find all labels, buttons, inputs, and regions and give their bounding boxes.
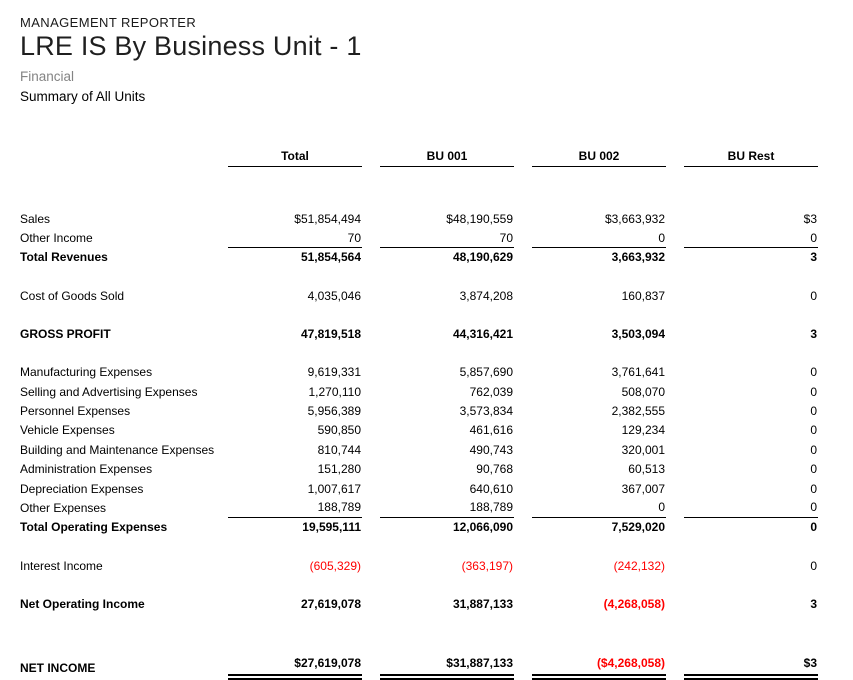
row-label: Interest Income bbox=[20, 559, 103, 574]
app-name: MANAGEMENT REPORTER bbox=[20, 15, 197, 30]
cell-total: 151,280 bbox=[317, 462, 361, 477]
cell-total: 70 bbox=[228, 228, 362, 247]
cell-burest: 0 bbox=[684, 498, 818, 517]
row-spacer bbox=[0, 537, 853, 556]
cell-total: 9,619,331 bbox=[307, 365, 361, 380]
cell-burest: 0 bbox=[810, 365, 817, 380]
report-row-manufacturing bbox=[0, 363, 853, 382]
report-row-selling-advertising bbox=[0, 382, 853, 401]
row-label: Vehicle Expenses bbox=[20, 423, 115, 438]
cell-burest: 0 bbox=[810, 520, 817, 535]
column-header-row bbox=[0, 146, 853, 167]
column-header-burest: BU Rest bbox=[684, 146, 818, 167]
cell-burest: 3 bbox=[810, 327, 817, 342]
report-type: Financial bbox=[20, 69, 75, 84]
row-label: Selling and Advertising Expenses bbox=[20, 384, 198, 399]
report-row-depreciation bbox=[0, 479, 853, 498]
cell-total: 590,850 bbox=[317, 423, 361, 438]
cell-burest: 0 bbox=[810, 462, 817, 477]
row-label: Cost of Goods Sold bbox=[20, 289, 125, 304]
cell-bu001: 44,316,421 bbox=[452, 327, 513, 342]
cell-bu001: 461,616 bbox=[469, 423, 513, 438]
cell-bu001: (363,197) bbox=[461, 559, 513, 574]
cell-bu001: 3,874,208 bbox=[459, 289, 513, 304]
cell-total: 19,595,111 bbox=[302, 520, 361, 535]
report-row-gross-profit bbox=[0, 325, 853, 344]
cell-burest: 0 bbox=[810, 384, 817, 399]
cell-bu002: 3,761,641 bbox=[611, 365, 665, 380]
cell-total: 1,007,617 bbox=[307, 481, 361, 496]
report-row-total-revenues bbox=[0, 248, 853, 267]
cell-bu001: 31,887,133 bbox=[452, 597, 513, 612]
row-spacer bbox=[0, 614, 853, 656]
report-row-other-expenses bbox=[0, 498, 853, 517]
report-row-building-maintenance bbox=[0, 440, 853, 459]
row-label: Other Expenses bbox=[20, 500, 107, 515]
row-label: Manufacturing Expenses bbox=[20, 365, 153, 380]
row-label: NET INCOME bbox=[20, 660, 96, 675]
cell-total: 1,270,110 bbox=[308, 384, 361, 399]
row-spacer bbox=[0, 306, 853, 325]
cell-bu002: 160,837 bbox=[621, 289, 665, 304]
cell-bu002: 3,663,932 bbox=[611, 250, 665, 265]
page-title: LRE IS By Business Unit - 1 bbox=[20, 31, 362, 61]
cell-bu001: $31,887,133 bbox=[380, 656, 514, 680]
column-header-bu001: BU 001 bbox=[380, 146, 514, 167]
row-spacer bbox=[0, 344, 853, 363]
cell-bu001: 3,573,834 bbox=[459, 404, 513, 418]
column-header-bu002: BU 002 bbox=[532, 146, 666, 167]
cell-bu002: (242,132) bbox=[613, 559, 665, 574]
cell-total: 51,854,564 bbox=[300, 250, 361, 265]
cell-total: $51,854,494 bbox=[294, 211, 361, 226]
row-spacer bbox=[0, 167, 853, 209]
row-label: Total Revenues bbox=[20, 250, 108, 265]
cell-burest: 0 bbox=[810, 423, 817, 438]
row-label: Other Income bbox=[20, 231, 93, 246]
report-subtitle: Summary of All Units bbox=[20, 89, 146, 104]
cell-bu002: 3,503,094 bbox=[611, 327, 665, 342]
report-row-net-operating-income bbox=[0, 594, 853, 613]
cell-bu002: 7,529,020 bbox=[611, 520, 665, 535]
report-row-interest-income bbox=[0, 556, 853, 575]
cell-burest: 0 bbox=[684, 228, 818, 247]
cell-bu001: 5,857,690 bbox=[459, 365, 513, 380]
report-row-total-operating-expenses bbox=[0, 518, 853, 537]
report-row-administration bbox=[0, 459, 853, 478]
row-label: Depreciation Expenses bbox=[20, 481, 144, 496]
cell-total: 5,956,389 bbox=[307, 404, 361, 418]
cell-bu002: 2,382,555 bbox=[611, 404, 665, 418]
cell-bu002: 367,007 bbox=[621, 481, 665, 496]
report-row-vehicle bbox=[0, 421, 853, 440]
cell-bu001: 762,039 bbox=[469, 384, 513, 399]
cell-bu001: 70 bbox=[380, 228, 514, 247]
row-label: Personnel Expenses bbox=[20, 404, 131, 418]
row-label: Sales bbox=[20, 211, 51, 226]
row-label: Administration Expenses bbox=[20, 462, 153, 477]
report-row-other-income bbox=[0, 228, 853, 247]
cell-bu002: 129,234 bbox=[621, 423, 665, 438]
cell-bu002: 0 bbox=[532, 228, 666, 247]
cell-total: 188,789 bbox=[228, 498, 362, 517]
row-label: Net Operating Income bbox=[20, 597, 145, 612]
cell-burest: 0 bbox=[810, 559, 817, 574]
cell-bu002: 0 bbox=[532, 498, 666, 517]
row-label: GROSS PROFIT bbox=[20, 327, 111, 342]
report-row-sales bbox=[0, 209, 853, 228]
cell-burest: 3 bbox=[810, 597, 817, 612]
cell-burest: 0 bbox=[810, 481, 817, 496]
cell-total: 810,744 bbox=[317, 442, 361, 457]
cell-total: (605,329) bbox=[309, 559, 361, 574]
cell-bu002: 320,001 bbox=[621, 442, 665, 457]
cell-bu002: ($4,268,058) bbox=[532, 656, 666, 680]
row-spacer bbox=[0, 267, 853, 286]
row-label: Building and Maintenance Expenses bbox=[20, 442, 215, 457]
cell-bu001: 12,066,090 bbox=[452, 520, 513, 535]
report-row-cogs bbox=[0, 287, 853, 306]
cell-bu001: 90,768 bbox=[476, 462, 513, 477]
report-row-personnel bbox=[0, 401, 853, 420]
cell-burest: $3 bbox=[684, 656, 818, 680]
cell-bu002: 508,070 bbox=[621, 384, 665, 399]
cell-burest: 0 bbox=[810, 289, 817, 304]
row-spacer bbox=[0, 576, 853, 595]
report-row-net-income bbox=[0, 656, 853, 680]
cell-burest: 3 bbox=[810, 250, 817, 265]
cell-bu001: 640,610 bbox=[469, 481, 513, 496]
cell-bu001: $48,190,559 bbox=[446, 211, 513, 226]
cell-burest: 0 bbox=[810, 404, 817, 418]
cell-total: $27,619,078 bbox=[228, 656, 362, 680]
cell-bu002: (4,268,058) bbox=[603, 597, 665, 612]
cell-bu001: 188,789 bbox=[380, 498, 514, 517]
cell-bu002: $3,663,932 bbox=[604, 211, 665, 226]
cell-bu001: 490,743 bbox=[469, 442, 513, 457]
cell-total: 27,619,078 bbox=[300, 597, 361, 612]
cell-total: 4,035,046 bbox=[307, 289, 361, 304]
cell-burest: 0 bbox=[810, 442, 817, 457]
cell-bu001: 48,190,629 bbox=[452, 250, 513, 265]
cell-burest: $3 bbox=[803, 211, 817, 226]
cell-bu002: 60,513 bbox=[628, 462, 665, 477]
cell-total: 47,819,518 bbox=[300, 327, 361, 342]
column-header-total: Total bbox=[228, 146, 362, 167]
report-table bbox=[0, 146, 853, 680]
report-header bbox=[0, 0, 853, 104]
row-label: Total Operating Expenses bbox=[20, 520, 168, 535]
